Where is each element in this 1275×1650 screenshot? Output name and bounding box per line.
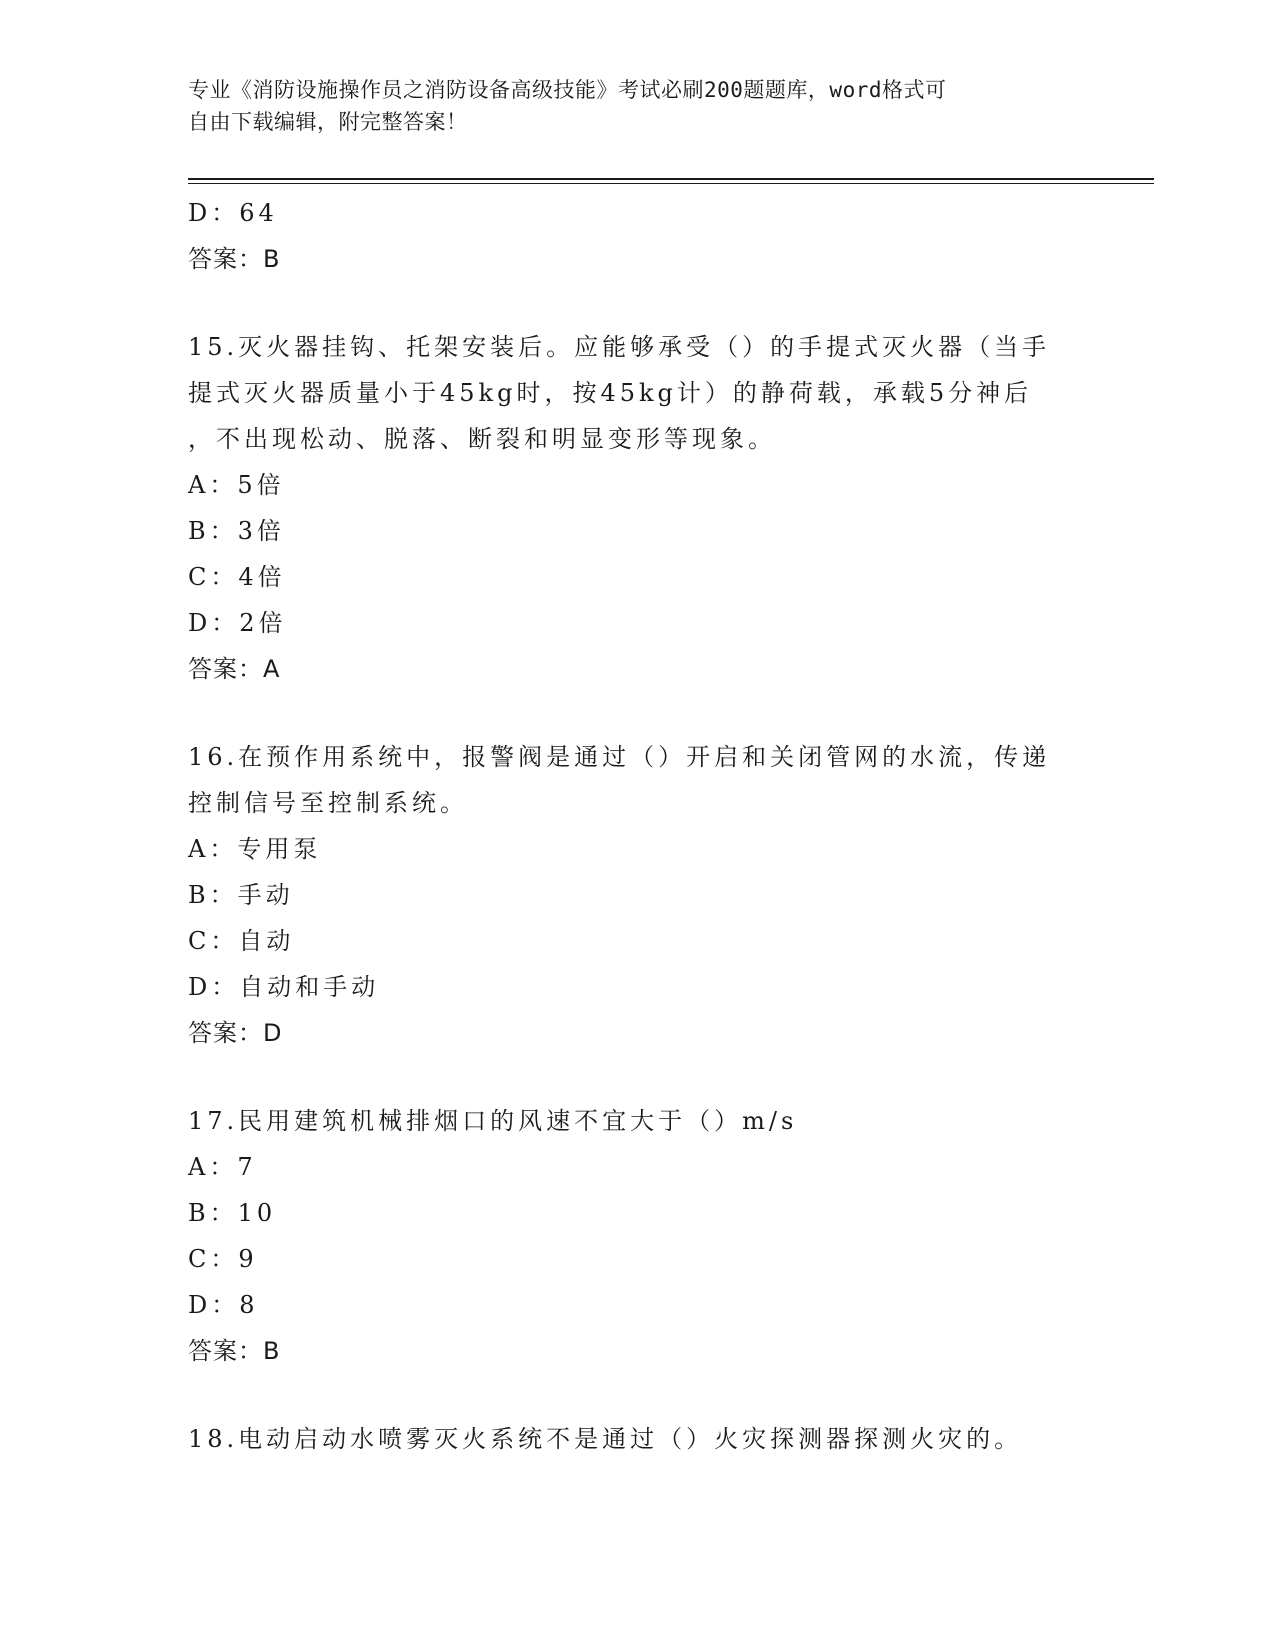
question-stem: 16.在预作用系统中，报警阀是通过（）开启和关闭管网的水流，传递 bbox=[188, 743, 1051, 771]
question-list bbox=[188, 190, 1088, 1462]
header-divider-thin bbox=[188, 183, 1154, 184]
question-stem: ，不出现松动、脱落、断裂和明显变形等现象。 bbox=[188, 425, 776, 453]
question-stem: 控制信号至控制系统。 bbox=[188, 789, 468, 817]
spacer bbox=[188, 1374, 1088, 1416]
question-17 bbox=[188, 1098, 1088, 1374]
spacer bbox=[188, 282, 1088, 324]
option-c: C：4倍 bbox=[188, 563, 286, 591]
question-18 bbox=[188, 1416, 1088, 1462]
answer-line: 答案：D bbox=[188, 1019, 283, 1047]
option-c: C：9 bbox=[188, 1245, 258, 1273]
answer-line: 答案：B bbox=[188, 245, 281, 273]
option-a: A：5倍 bbox=[188, 471, 285, 499]
option-a: A：7 bbox=[188, 1153, 257, 1181]
option-d: D：2倍 bbox=[188, 609, 287, 637]
answer-line: 答案：A bbox=[188, 655, 281, 683]
question-stem: 15.灭火器挂钩、托架安装后。应能够承受（）的手提式灭火器（当手 bbox=[188, 333, 1051, 361]
option-b: B：手动 bbox=[188, 881, 294, 909]
option-b: B：3倍 bbox=[188, 517, 285, 545]
question-stem: 18.电动启动水喷雾灭火系统不是通过（）火灾探测器探测火灾的。 bbox=[188, 1425, 1023, 1453]
answer-line: 答案：B bbox=[188, 1337, 281, 1365]
header-divider-thick bbox=[188, 178, 1154, 180]
spacer bbox=[188, 1056, 1088, 1098]
question-15 bbox=[188, 324, 1088, 692]
option-d: D：64 bbox=[188, 199, 278, 227]
question-stem: 17.民用建筑机械排烟口的风速不宜大于（）m/s bbox=[188, 1107, 798, 1135]
header-title-line-2: 自由下载编辑，附完整答案！ bbox=[188, 110, 468, 134]
option-a: A：专用泵 bbox=[188, 835, 322, 863]
spacer bbox=[188, 692, 1088, 734]
option-b: B：10 bbox=[188, 1199, 277, 1227]
option-d: D：8 bbox=[188, 1291, 259, 1319]
header-title-line-1: 专业《消防设施操作员之消防设备高级技能》考试必刷200题题库，word格式可 bbox=[188, 78, 947, 102]
previous-question-tail bbox=[188, 190, 1088, 282]
question-stem: 提式灭火器质量小于45kg时，按45kg计）的静荷载，承载5分神后 bbox=[188, 379, 1033, 407]
option-d: D：自动和手动 bbox=[188, 973, 380, 1001]
document-header bbox=[188, 74, 1068, 138]
option-c: C：自动 bbox=[188, 927, 295, 955]
question-16 bbox=[188, 734, 1088, 1056]
